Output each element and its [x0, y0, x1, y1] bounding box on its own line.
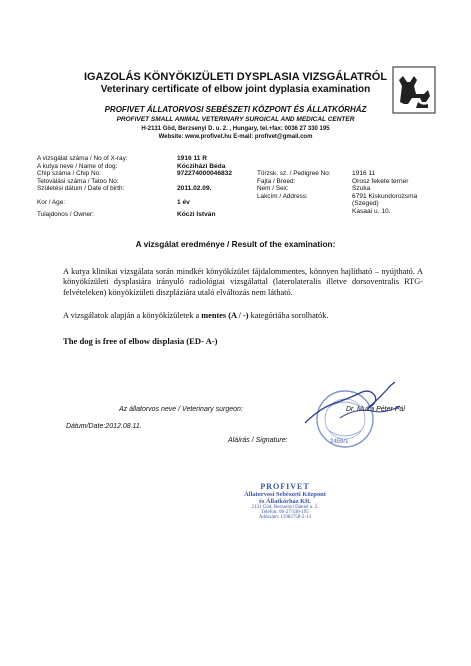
stamp-line3: és Állatkórház Kft. — [258, 498, 311, 505]
age-label: Kor / Age: — [37, 198, 66, 206]
dog-logo-icon — [392, 66, 436, 114]
date-row — [66, 423, 142, 430]
address-city: (Szeged) — [352, 200, 379, 208]
stamp-line2: Állatorvosi Sebészeti Központ — [244, 491, 326, 498]
stamp-line4: 2131 Göd, Berzsenyi Dániel u. 2. — [251, 505, 319, 510]
stamp-line1: PROFIVET — [260, 482, 310, 491]
age-value: 1 év — [177, 198, 190, 206]
date-value: 2012.08.11. — [105, 423, 142, 430]
stamp-line5: Telefon: 06-27/330-195 — [261, 510, 309, 515]
category-text-post: kategóriába sorolhatók. — [248, 311, 329, 320]
stamp-line6: Adószám: 11982758-2-13 — [258, 515, 312, 520]
category-value: mentes (A / -) — [201, 311, 249, 320]
date-label: Dátum/Date: — [66, 423, 106, 430]
fields-right — [257, 170, 331, 200]
vet-label: Az állatorvos neve / Veterinary surgeon: — [119, 406, 243, 413]
org-website: Website: www.profivet.hu E-mail: profivet@gmail.com — [158, 134, 313, 140]
exam-paragraph: A kutya klinikai vizsgálata során mindkét könyökízület fájdalommentes, könnyen hajlítható – nyújtható. A könyökízületi dysplasiára irányuló radiológiai vizsgálattal (laterolateralis illetve dorsoventralis RTG-felvételeken) könyökízületi diszpláziára utaló elváltozás nem látható. — [63, 267, 423, 297]
tattoo-no-value — [177, 178, 232, 186]
tattoo-no-label: Tetoválási száma / Tatoo No: — [37, 177, 119, 185]
chip-no-label: Chip száma / Chip No: — [37, 170, 101, 178]
org-address: H-2131 Göd, Berzsenyi D. u. 2. , Hungary, tel.+fax: 0036 27 330 195 — [141, 126, 330, 132]
category-text-pre: A vizsgálatok alapján a könyökízületek a — [63, 311, 202, 320]
conclusion-text: The dog is free of elbow displasia (ED- A-) — [63, 336, 218, 346]
breed-value: Orosz fekete terrier — [352, 177, 409, 185]
address-value: 6791 Kiskundorozsma — [352, 192, 418, 200]
values-left — [177, 155, 232, 218]
signature-label: Aláírás / Signature: — [228, 437, 288, 444]
org-name-hu: PROFIVET ÁLLATORVOSI SEBÉSZETI KÖZPONT ÉS ÁLLATKÓRHÁZ — [104, 105, 367, 114]
pedigree-no-label: Törzsk. sz. / Pedigree No: — [257, 170, 331, 177]
seal-number: 2459/1 — [330, 439, 349, 445]
xray-no-value: 1916 11 R — [177, 155, 208, 162]
values-right — [352, 170, 417, 216]
address-label: Lakcím / Address: — [257, 192, 308, 200]
org-name-en: PROFIVET SMALL ANIMAL VETERINARY SURGICAL AND MEDICAL CENTER — [116, 116, 355, 123]
dog-name-label: A kutya neve / Name of dog: — [37, 162, 118, 170]
sex-label: Nem / Sex: — [257, 185, 289, 193]
fields-left — [37, 155, 128, 218]
address-street: Kasaai u. 10. — [352, 207, 391, 215]
document-subtitle: Veterinary certificate of elbow joint dyplasia examination — [100, 84, 371, 95]
vet-name: Dr. Muka Péter Pál — [346, 406, 405, 413]
owner-value: Kóczi István — [177, 210, 216, 218]
dog-name-value: Kócziházi Béda — [177, 162, 226, 170]
birth-date-label: Születési dátum / Date of birth: — [37, 185, 125, 193]
pedigree-no-value: 1916 11 — [352, 170, 376, 177]
owner-label: Tulajdonos / Owner: — [37, 210, 94, 218]
result-heading: A vizsgálat eredménye / Result of the examination: — [135, 239, 336, 249]
birth-date-value: 2011.02.09. — [177, 185, 212, 193]
chip-no-value: 972274000046832 — [177, 170, 233, 178]
xray-no-label: A vizsgálat száma / No of X-ray: — [37, 155, 128, 162]
clinic-stamp — [200, 482, 370, 520]
handwritten-signature — [300, 378, 405, 428]
category-paragraph — [63, 311, 423, 321]
breed-label: Fajta / Breed: — [257, 177, 296, 185]
document-title: IGAZOLÁS KÖNYÖKIZÜLETI DYSPLASIA VIZSGÁLATRÓL — [83, 71, 388, 83]
sex-value: Szuka — [352, 185, 371, 193]
